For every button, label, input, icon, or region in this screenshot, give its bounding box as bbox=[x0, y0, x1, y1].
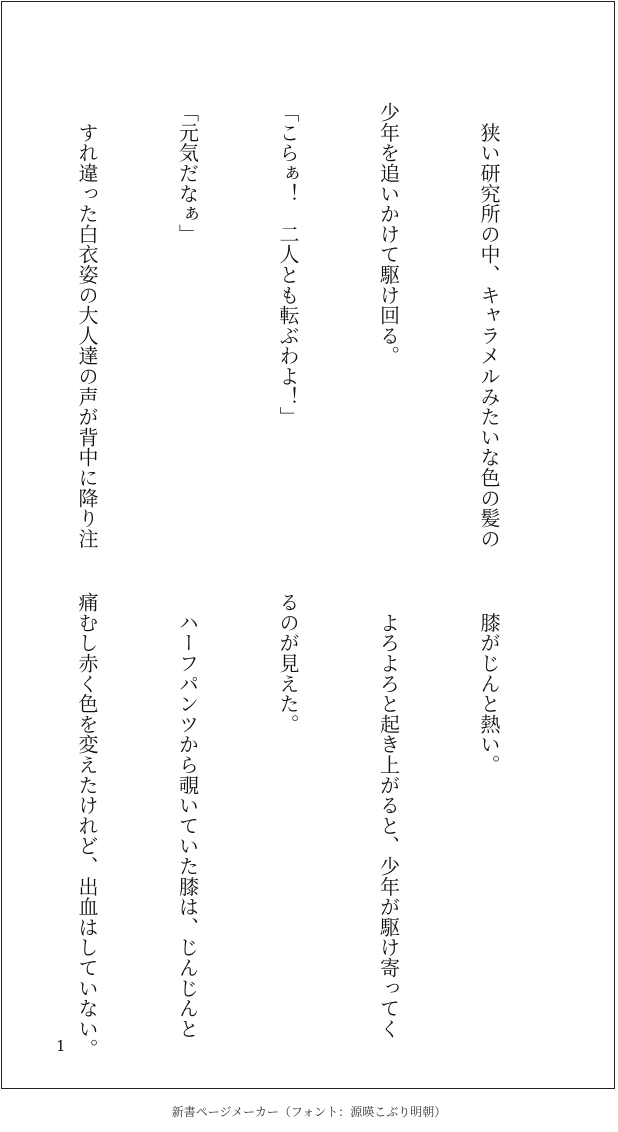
text-line: 少年を追いかけて駆け回る。 bbox=[376, 102, 401, 366]
page-number: 1 bbox=[56, 1037, 66, 1055]
footer-credit: 新書ページメーカー（フォント：源暎こぶり明朝） bbox=[171, 1105, 447, 1119]
page-frame bbox=[1, 1, 615, 1089]
text-line: 狭い研究所の中、キャラメルみたいな色の髪の bbox=[477, 102, 501, 549]
text-line bbox=[0, 102, 3, 522]
text-line: 痛むし赤く色を変えたけれど、出血はしていない。 bbox=[75, 592, 99, 1059]
text-line: 膝がじんと熱い。 bbox=[477, 592, 501, 775]
text-line bbox=[0, 592, 3, 1012]
text-line: よろよろと起き上がると、少年が駆け寄ってく bbox=[376, 592, 401, 1039]
text-line: ハーフパンツから覗いていた膝は、じんじんと bbox=[175, 592, 200, 1039]
text-line: 「こらぁ！ 二人とも転ぶわよ！」 bbox=[276, 102, 300, 427]
upper-text-block bbox=[52, 102, 572, 549]
text-line: るのが見えた。 bbox=[276, 592, 300, 735]
text-line: 「元気だなぁ」 bbox=[175, 102, 200, 245]
text-line: すれ違った白衣姿の大人達の声が背中に降り注 bbox=[75, 102, 99, 549]
lower-text-block bbox=[52, 592, 572, 1059]
